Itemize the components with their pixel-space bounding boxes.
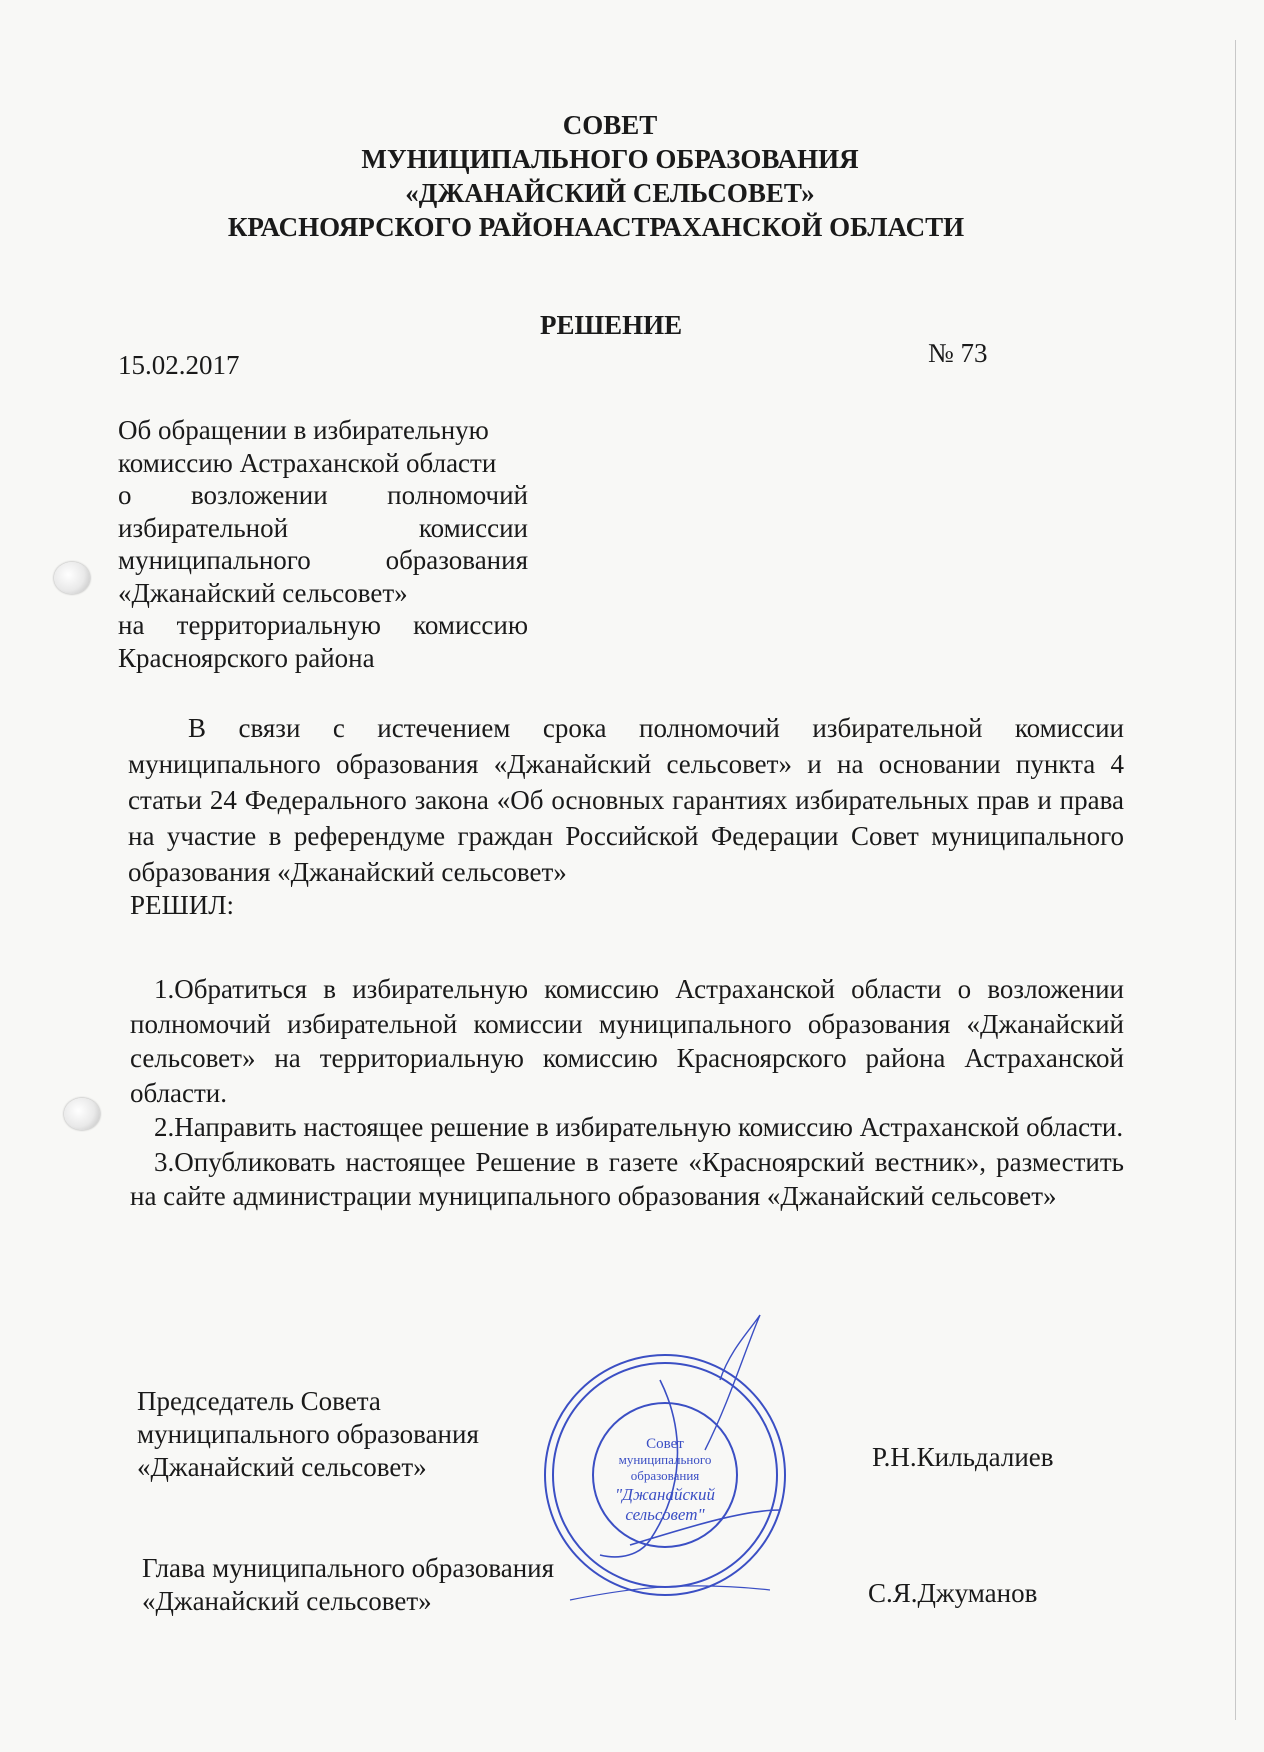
header-line: «ДЖАНАЙСКИЙ СЕЛЬСОВЕТ» — [405, 178, 815, 208]
head-title-line: «Джанайский сельсовет» — [142, 1586, 432, 1616]
subject-line: избирательной комиссии — [118, 512, 528, 543]
resolved-label: РЕШИЛ: — [130, 890, 235, 920]
resolution-items — [130, 972, 1124, 1214]
svg-text:муниципального: муниципального — [618, 1452, 712, 1467]
document-header — [140, 108, 1080, 244]
svg-text:"Джанайский: "Джанайский — [615, 1485, 715, 1504]
subject-line: Об обращении в избирательную — [118, 415, 489, 445]
official-seal-icon — [530, 1310, 810, 1640]
head-title — [142, 1552, 554, 1618]
subject-line: муниципального образования — [118, 545, 528, 575]
chair-title-line: Председатель Совета — [137, 1386, 381, 1416]
svg-text:сельсовет": сельсовет" — [625, 1505, 705, 1524]
subject-line: Красноярского района — [118, 642, 375, 673]
chair-name: Р.Н.Кильдалиев — [872, 1442, 1054, 1472]
decision-subject — [118, 414, 528, 674]
document-date: 15.02.2017 — [118, 350, 240, 380]
resolution-item: 2.Направить настоящее решение в избирательную комиссию Астраханской области. — [154, 1112, 1124, 1142]
punch-hole-icon — [54, 562, 90, 594]
preamble-paragraph: В связи с истечением срока полномочий избирательной комиссии муниципального образования «Джанайский сельсовет» и на основании пункта 4 статьи 24 Федерального закона «Об основных гарантиях избирательных прав и права на участие в референдуме граждан Российской Федерации Совет муниципального образования «Джанайский сельсовет» — [128, 713, 1124, 887]
subject-line: комиссию Астраханской области — [118, 447, 497, 478]
chair-title-line: муниципального образования — [137, 1419, 479, 1449]
head-title-line: Глава муниципального образования — [142, 1553, 555, 1583]
head-name: С.Я.Джуманов — [868, 1578, 1038, 1608]
resolution-item: 1.Обратиться в избирательную комиссию Астраханской области о возложении полномочий избирательной комиссии муниципального образования «Джанайский сельсовет» на территориальную комиссию Красноярского района Астраханской области. — [130, 974, 1124, 1108]
subject-line: о возложении полномочий — [118, 480, 528, 510]
header-line: СОВЕТ — [562, 110, 658, 140]
svg-text:Совет: Совет — [646, 1436, 684, 1452]
header-line: МУНИЦИПАЛЬНОГО ОБРАЗОВАНИЯ — [361, 144, 859, 174]
header-line: КРАСНОЯРСКОГО РАЙОНААСТРАХАНСКОЙ ОБЛАСТИ — [227, 212, 965, 242]
document-number: № 73 — [928, 338, 988, 368]
scan-edge-line — [1235, 40, 1236, 1720]
svg-text:образования: образования — [630, 1468, 700, 1483]
punch-hole-icon — [64, 1098, 100, 1130]
chair-title-line: «Джанайский сельсовет» — [137, 1452, 427, 1482]
subject-line: «Джанайский сельсовет» — [118, 577, 408, 608]
decision-title: РЕШЕНИЕ — [540, 310, 683, 340]
resolution-item: 3.Опубликовать настоящее Решение в газете «Красноярский вестник», разместить на сайте администрации муниципального образования «Джанайский сельсовет» — [130, 1146, 1124, 1211]
chair-title — [137, 1385, 479, 1484]
subject-line: на территориальную комиссию — [118, 610, 528, 640]
